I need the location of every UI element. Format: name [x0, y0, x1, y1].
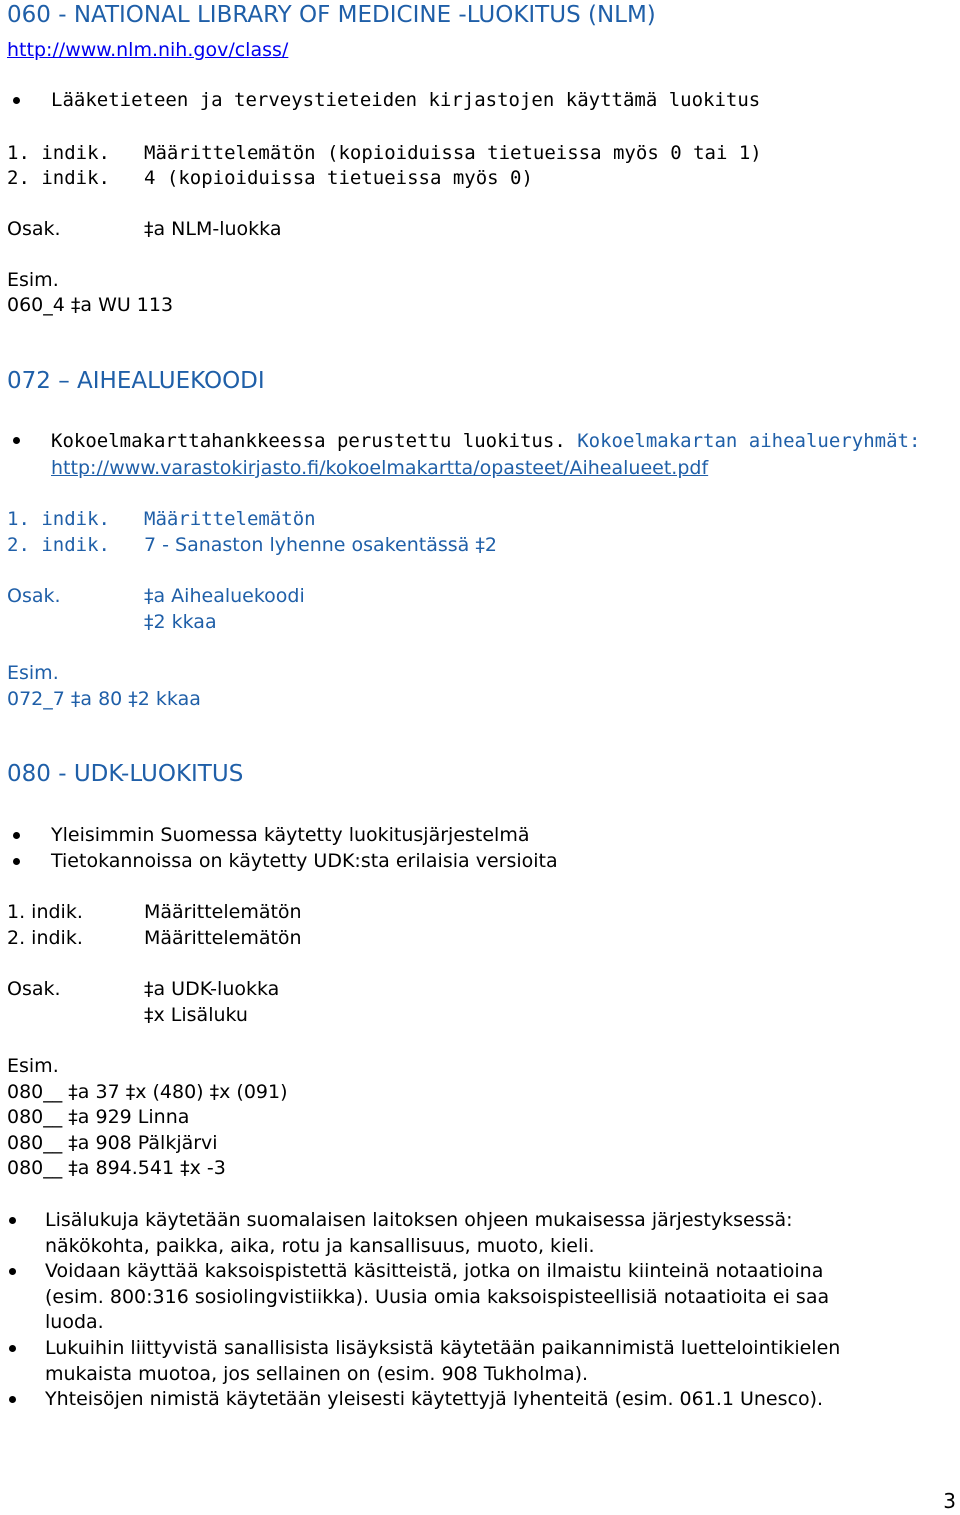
nlm-bullet-text: Lääketieteen ja terveystieteiden kirjastojen käyttämä luokitus: [51, 89, 761, 111]
aihe-heading: 072 – AIHEALUEKOODI: [7, 368, 265, 394]
nlm-heading: 060 - NATIONAL LIBRARY OF MEDICINE -LUOKITUS (NLM): [7, 2, 656, 28]
udk-example-1: 080__ ‡a 37 ‡x (480) ‡x (091): [7, 1081, 288, 1103]
nlm-esim-label: Esim.: [7, 269, 59, 291]
udk-ind2-value: Määrittelemätön: [144, 927, 302, 949]
aihe-bullet-text: Kokoelmakarttahankkeessa perustettu luokitus.: [51, 430, 566, 452]
udk-example-4: 080__ ‡a 894.541 ‡x -3: [7, 1157, 226, 1179]
aihe-osak-label: Osak.: [7, 585, 61, 607]
udk-note-2-line-1: Voidaan käyttää kaksoispistettä käsitteistä, jotka on ilmaistu kiinteinä notaatioina: [45, 1260, 824, 1282]
page-number: 3: [943, 1489, 956, 1513]
udk-osak-value1: ‡a UDK-luokka: [144, 978, 280, 1000]
udk-note-3-line-1: Lukuihin liittyvistä sanallisista lisäyksistä käytetään paikannimistä luettelointikielen: [45, 1337, 841, 1359]
nlm-ind2-label: 2. indik.: [7, 167, 110, 189]
aihe-esim-label: Esim.: [7, 662, 59, 684]
bullet-icon: [9, 1345, 16, 1352]
nlm-ind1-value: Määrittelemätön (kopioiduissa tietueissa myös 0 tai 1): [144, 142, 762, 164]
udk-note-3-line-2: mukaista muotoa, jos sellainen on (esim. 908 Tukholma).: [45, 1363, 589, 1385]
aihe-ind2-value: 7 - Sanaston lyhenne osakentässä ‡2: [144, 534, 497, 556]
nlm-osak-label: Osak.: [7, 218, 61, 240]
nlm-example: 060_4 ‡a WU 113: [7, 294, 174, 316]
udk-osak-label: Osak.: [7, 978, 61, 1000]
udk-bullet-1: Yleisimmin Suomessa käytetty luokitusjärjestelmä: [51, 824, 530, 846]
udk-note-2-line-3: luoda.: [45, 1311, 104, 1333]
nlm-url-link[interactable]: http://www.nlm.nih.gov/class/: [7, 39, 289, 61]
bullet-icon: [13, 832, 20, 839]
aihe-bullet-line: [51, 428, 920, 454]
udk-bullet-2: Tietokannoissa on käytetty UDK:sta erilaisia versioita: [51, 850, 558, 872]
aihe-ind1-label: 1. indik.: [7, 508, 110, 530]
bullet-icon: [9, 1217, 16, 1224]
nlm-osak-value: ‡a NLM-luokka: [144, 218, 282, 240]
nlm-ind2-value: 4 (kopioiduissa tietueissa myös 0): [144, 167, 533, 189]
udk-note-1-line-1: Lisälukuja käytetään suomalaisen laitoksen ohjeen mukaisessa järjestyksessä:: [45, 1209, 793, 1231]
bullet-icon: [9, 1396, 16, 1403]
bullet-icon: [13, 97, 20, 104]
udk-example-2: 080__ ‡a 929 Linna: [7, 1106, 190, 1128]
aihe-bullet-text2: Kokoelmakartan aihealueryhmät:: [577, 430, 921, 452]
udk-note-4-line-1: Yhteisöjen nimistä käytetään yleisesti käytettyjä lyhenteitä (esim. 061.1 Unesco).: [45, 1388, 824, 1410]
bullet-icon: [9, 1268, 16, 1275]
udk-example-3: 080__ ‡a 908 Pälkjärvi: [7, 1132, 218, 1154]
bullet-icon: [13, 858, 20, 865]
aihe-url-link[interactable]: http://www.varastokirjasto.fi/kokoelmakartta/opasteet/Aihealueet.pdf: [51, 457, 709, 479]
aihe-osak-value1: ‡a Aihealuekoodi: [144, 585, 305, 607]
aihe-osak-value2: ‡2 kkaa: [144, 611, 217, 633]
udk-ind1-value: Määrittelemätön: [144, 901, 302, 923]
udk-ind2-label: 2. indik.: [7, 927, 83, 949]
udk-heading: 080 - UDK-LUOKITUS: [7, 761, 244, 787]
udk-ind1-label: 1. indik.: [7, 901, 83, 923]
udk-note-1-line-2: näkökohta, paikka, aika, rotu ja kansallisuus, muoto, kieli.: [45, 1235, 595, 1257]
udk-osak-value2: ‡x Lisäluku: [144, 1004, 248, 1026]
aihe-ind2-label: 2. indik.: [7, 534, 110, 556]
udk-esim-label: Esim.: [7, 1055, 59, 1077]
aihe-example: 072_7 ‡a 80 ‡2 kkaa: [7, 688, 201, 710]
bullet-icon: [13, 437, 20, 444]
nlm-ind1-label: 1. indik.: [7, 142, 110, 164]
aihe-ind1-value: Määrittelemätön: [144, 508, 316, 530]
udk-note-2-line-2: (esim. 800:316 sosiolingvistiikka). Uusia omia kaksoispisteellisiä notaatioita ei saa: [45, 1286, 830, 1308]
